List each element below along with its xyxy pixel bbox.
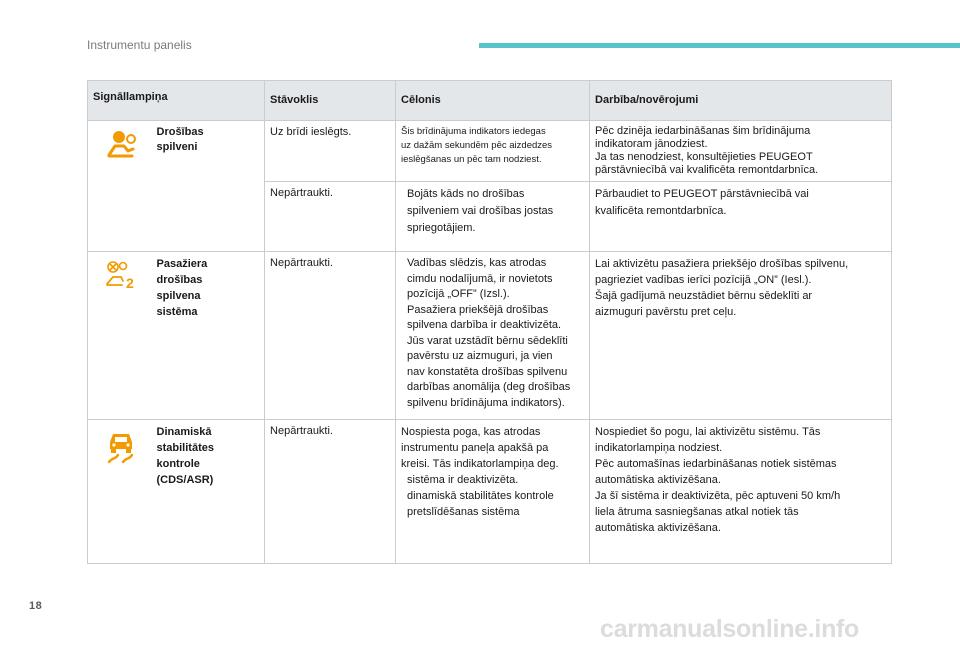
warning-lights-table [87, 80, 892, 564]
action-line: pārstāvniecībā vai kvalificēta remontdarbnīca. [595, 164, 819, 176]
light-name [155, 420, 265, 564]
cause-line: pavērstu uz aizmuguri, ja vien [407, 350, 553, 362]
action-line: automātiska aktivizēšana. [595, 522, 721, 534]
cause-line: spilvena darbība ir deaktivizēta. [407, 319, 562, 331]
action-line: Lai aktivizētu pasažiera priekšējo drošības spilvenu, [595, 258, 849, 270]
cause-cell [396, 121, 590, 182]
cause-line: pretslīdēšanas sistēma [407, 506, 520, 518]
action-line: Pārbaudiet to PEUGEOT pārstāvniecībā vai [595, 188, 809, 200]
table-header-row [88, 81, 892, 121]
cause-line: spilvenu brīdinājuma indikators). [407, 396, 565, 409]
light-name-line: kontrole [156, 458, 200, 470]
table-row-airbags [88, 121, 892, 182]
state-cell: Nepārtraukti. [265, 182, 396, 252]
cause-line: cimdu nodalījumā, ir novietots [407, 272, 553, 285]
passenger-airbag-off-icon [104, 260, 138, 290]
svg-text:2: 2 [126, 275, 135, 290]
cause-line: Vadības slēdzis, kas atrodas [407, 257, 547, 269]
cause-line: darbības anomālija (deg drošības [407, 381, 571, 393]
cause-cell [396, 420, 590, 564]
light-name-line: Dinamiskā [156, 426, 212, 438]
watermark: carmanualsonline.info [600, 615, 860, 643]
action-cell [590, 121, 892, 182]
cause-cell [396, 252, 590, 420]
light-name-line: stabilitātes [156, 442, 214, 454]
action-line: Ja šī sistēma ir deaktivizēta, pēc aptuveni 50 km/h [595, 490, 841, 502]
light-name-line: Drošības [156, 126, 204, 138]
stability-control-icon [105, 430, 137, 464]
state-cell: Nepārtraukti. [265, 420, 396, 564]
cause-line: Pasažiera priekšējā drošības [407, 303, 549, 316]
action-line: automātiska aktivizēšana. [595, 474, 721, 486]
light-name-line: Pasažiera [156, 258, 208, 270]
cause-line: Nospiesta poga, kas atrodas [401, 426, 541, 438]
action-line: Pēc automašīnas iedarbināšanas notiek sistēmas [595, 458, 837, 470]
page-number: 18 [29, 600, 43, 612]
header-action: Darbība/novērojumi [590, 81, 892, 121]
header-cause: Cēlonis [396, 81, 590, 121]
action-line: Ja tas nenodziest, konsultējieties PEUGEOT [595, 151, 813, 163]
cause-line: spriegotājiem. [407, 222, 476, 234]
action-line: indikatorlampiņa nodziest. [595, 442, 723, 454]
light-name-line: spilveni [156, 141, 198, 153]
cause-cell [396, 182, 590, 252]
state-cell: Nepārtraukti. [265, 252, 396, 420]
cause-line: Jūs varat uzstādīt bērnu sēdeklīti [407, 334, 568, 347]
cause-line: pozīcijā „OFF” (Izsl.). [407, 288, 510, 300]
icon-cell [88, 252, 155, 420]
action-line: Pēc dzinēja iedarbināšanas šim brīdinājuma [595, 125, 811, 137]
action-line: Nospiediet šo pogu, lai aktivizētu sistēmu. Tās [595, 426, 821, 438]
cause-line: ieslēgšanas un pēc tam nodziest. [401, 154, 542, 165]
light-name-line: (CDS/ASR) [156, 474, 214, 486]
table-row-stability-control [88, 420, 892, 564]
cause-line: instrumentu paneļa apakšā pa [401, 442, 549, 454]
cause-line: dinamiskā stabilitātes kontrole [407, 490, 554, 502]
cause-line: Bojāts kāds no drošības [407, 188, 525, 200]
seatbelt-warning-icon [104, 129, 138, 159]
cause-line: uz dažām sekundēm pēc aizdedzes [401, 140, 553, 151]
light-name-line: drošības [156, 274, 203, 286]
icon-cell [88, 121, 155, 252]
action-cell [590, 252, 892, 420]
header-accent-bar [479, 43, 960, 48]
action-line: Šajā gadījumā neuzstādiet bērnu sēdeklīti ar [595, 290, 813, 302]
state-cell: Uz brīdi ieslēgts. [265, 121, 396, 182]
cause-line: sistēma ir deaktivizēta. [407, 474, 519, 486]
cause-line: kreisi. Tās indikatorlampiņa deg. [401, 458, 559, 470]
action-line: pagrieziet vadības ierīci pozīcijā „ON” (Iesl.). [595, 274, 812, 286]
light-name [155, 121, 265, 252]
action-cell [590, 420, 892, 564]
table-row-passenger-airbag [88, 252, 892, 420]
light-name [155, 252, 265, 420]
cause-line: spilveniem vai drošības jostas [407, 205, 554, 217]
cause-line: nav konstatēta drošības spilvenu [407, 365, 568, 378]
icon-cell [88, 420, 155, 564]
action-line: indikatoram jānodziest. [595, 138, 708, 150]
header-state: Stāvoklis [265, 81, 396, 121]
light-name-line: sistēma [156, 306, 198, 318]
section-title: Instrumentu panelis [87, 38, 192, 52]
cause-line: Šis brīdinājuma indikators iedegas [401, 126, 546, 137]
light-name-line: spilvena [156, 290, 201, 302]
action-line: liela ātruma sasniegšanas atkal notiek tās [595, 506, 799, 518]
action-line: kvalificēta remontdarbnīca. [595, 205, 727, 217]
action-cell [590, 182, 892, 252]
header-warning-light: Signāllampiņa [88, 81, 265, 121]
action-line: aizmuguri pavērstu pret ceļu. [595, 306, 737, 318]
